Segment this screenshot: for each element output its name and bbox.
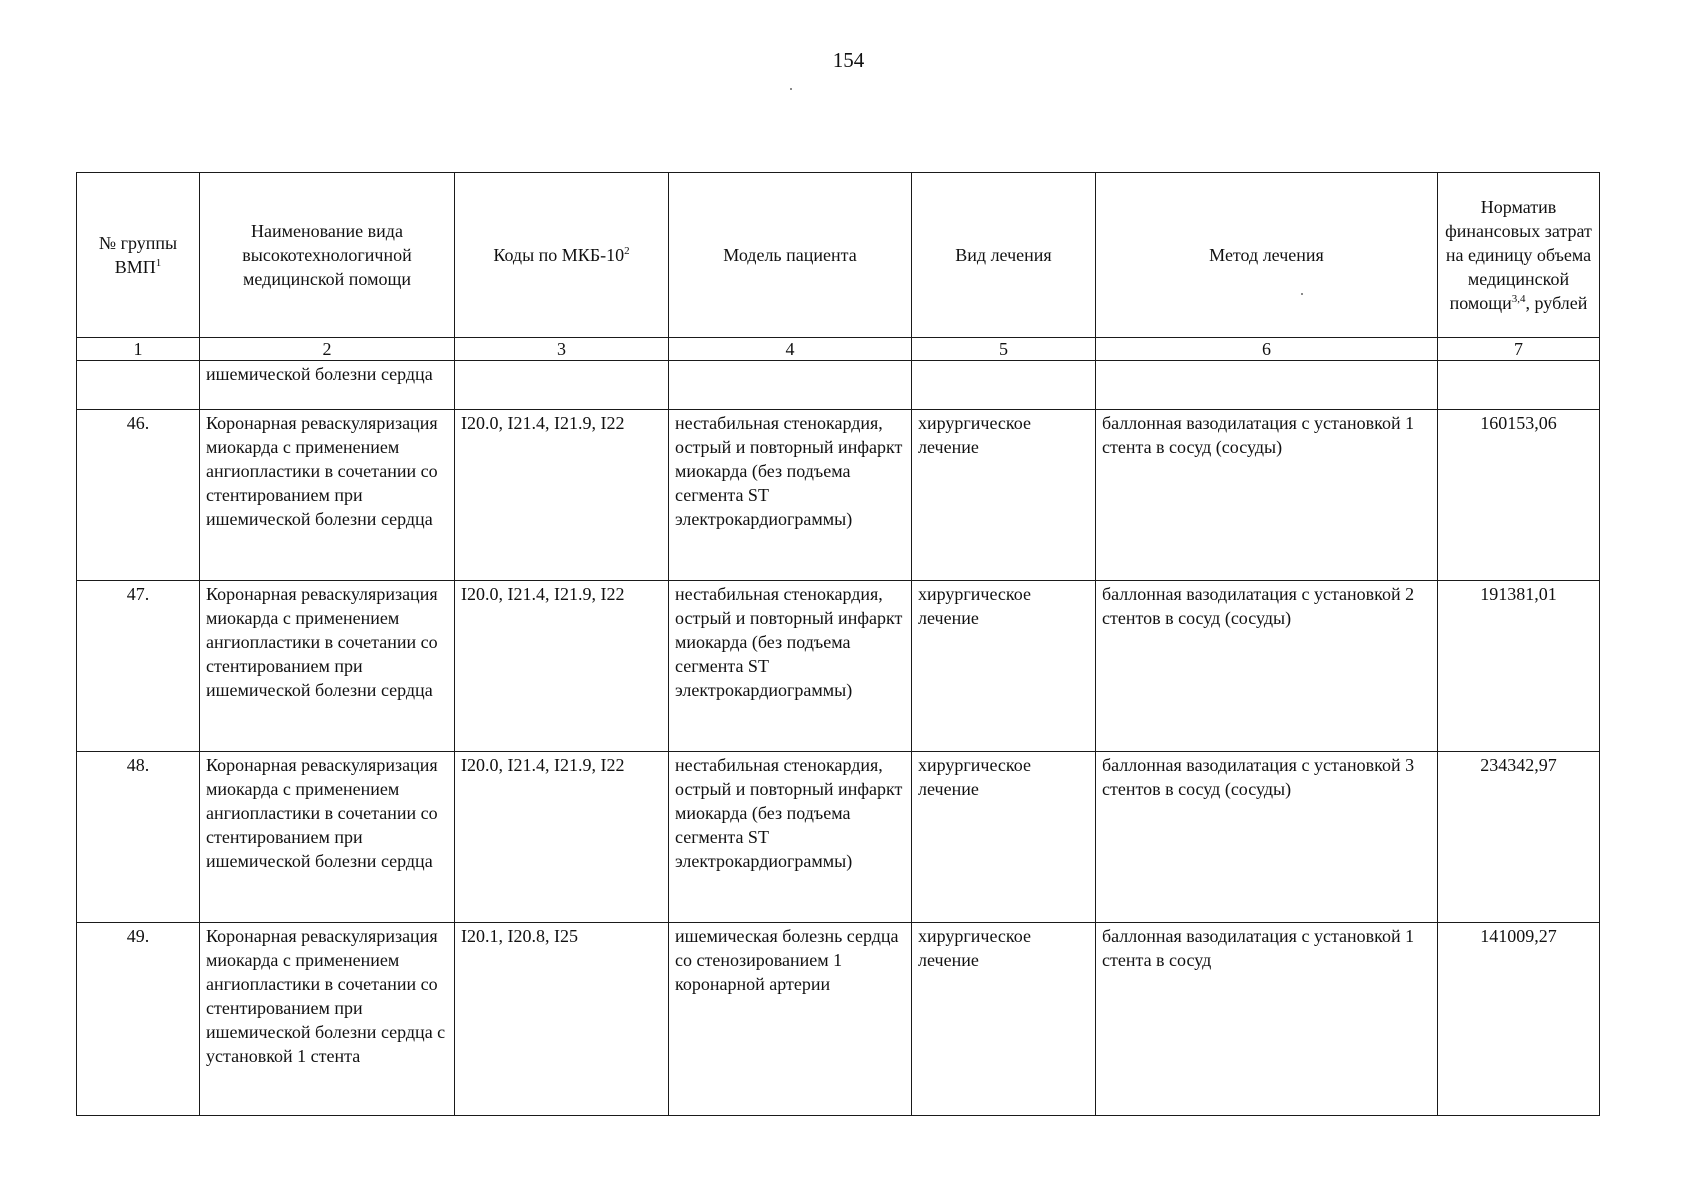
cell-method: баллонная вазодилатация с установкой 3 стентов в сосуд (сосуды) [1096,752,1438,923]
table-row [77,923,1600,1116]
cell-codes: I20.0, I21.4, I21.9, I22 [455,752,669,923]
cell-codes: I20.0, I21.4, I21.9, I22 [455,581,669,752]
cell-treatment: хирургическое лечение [912,581,1096,752]
cell-model: нестабильная стенокардия, острый и повторный инфаркт миокарда (без подъема сегмента ST электрокардиограммы) [669,752,912,923]
cell-treatment: хирургическое лечение [912,410,1096,581]
header-care-type-name: Наименование вида высокотехнологичной медицинской помощи [200,173,455,338]
cell-treatment: хирургическое лечение [912,923,1096,1116]
cell-name: Коронарная реваскуляризация миокарда с применением ангиопластики в сочетании со стентированием при ишемической болезни сердца [200,581,455,752]
cell-codes: I20.1, I20.8, I25 [455,923,669,1116]
cell-treatment: хирургическое лечение [912,752,1096,923]
cell-group [77,361,200,410]
table-row [77,581,1600,752]
column-number: 6 [1096,338,1438,361]
cell-model: ишемическая болезнь сердца со стенозированием 1 коронарной артерии [669,923,912,1116]
header-cost-norm: Норматив финансовых затрат на единицу объема медицинской помощи$^{3,4}$, рублей [1438,173,1600,338]
cell-cost [1438,361,1600,410]
scan-speck [790,88,792,90]
cell-codes [455,361,669,410]
column-number: 7 [1438,338,1600,361]
vmp-table [76,172,1600,1116]
header-row [77,173,1600,338]
cell-group: 46. [77,410,200,581]
cell-group: 48. [77,752,200,923]
cell-method [1096,361,1438,410]
cell-name: Коронарная реваскуляризация миокарда с применением ангиопластики в сочетании со стентированием при ишемической болезни сердца с установкой 1 стента [200,923,455,1116]
table-row [77,752,1600,923]
cell-codes: I20.0, I21.4, I21.9, I22 [455,410,669,581]
column-number-row [77,338,1600,361]
cell-cost: 160153,06 [1438,410,1600,581]
header-treatment-method: Метод лечения [1096,173,1438,338]
continuation-row [77,361,1600,410]
column-number: 5 [912,338,1096,361]
header-treatment-type: Вид лечения [912,173,1096,338]
cell-model: нестабильная стенокардия, острый и повторный инфаркт миокарда (без подъема сегмента ST электрокардиограммы) [669,581,912,752]
table-row [77,410,1600,581]
cell-method: баллонная вазодилатация с установкой 1 стента в сосуд [1096,923,1438,1116]
cell-name: Коронарная реваскуляризация миокарда с применением ангиопластики в сочетании со стентированием при ишемической болезни сердца [200,752,455,923]
cell-model [669,361,912,410]
cell-cost: 141009,27 [1438,923,1600,1116]
page-number: 154 [832,48,865,72]
cell-treatment [912,361,1096,410]
column-number: 2 [200,338,455,361]
cell-name: Коронарная реваскуляризация миокарда с применением ангиопластики в сочетании со стентированием при ишемической болезни сердца [200,410,455,581]
column-number: 3 [455,338,669,361]
cell-model: нестабильная стенокардия, острый и повторный инфаркт миокарда (без подъема сегмента ST электрокардиограммы) [669,410,912,581]
cell-group: 49. [77,923,200,1116]
header-icd-codes: Коды по МКБ-$10^2$ [455,173,669,338]
cell-cost: 234342,97 [1438,752,1600,923]
cell-cost: 191381,01 [1438,581,1600,752]
cell-method: баллонная вазодилатация с установкой 1 стента в сосуд (сосуды) [1096,410,1438,581]
cell-group: 47. [77,581,200,752]
header-group-number: № группы ВМП$^1$ [77,173,200,338]
header-patient-model: Модель пациента [669,173,912,338]
cell-method: баллонная вазодилатация с установкой 2 стентов в сосуд (сосуды) [1096,581,1438,752]
cell-name: ишемической болезни сердца [200,361,455,410]
column-number: 1 [77,338,200,361]
column-number: 4 [669,338,912,361]
